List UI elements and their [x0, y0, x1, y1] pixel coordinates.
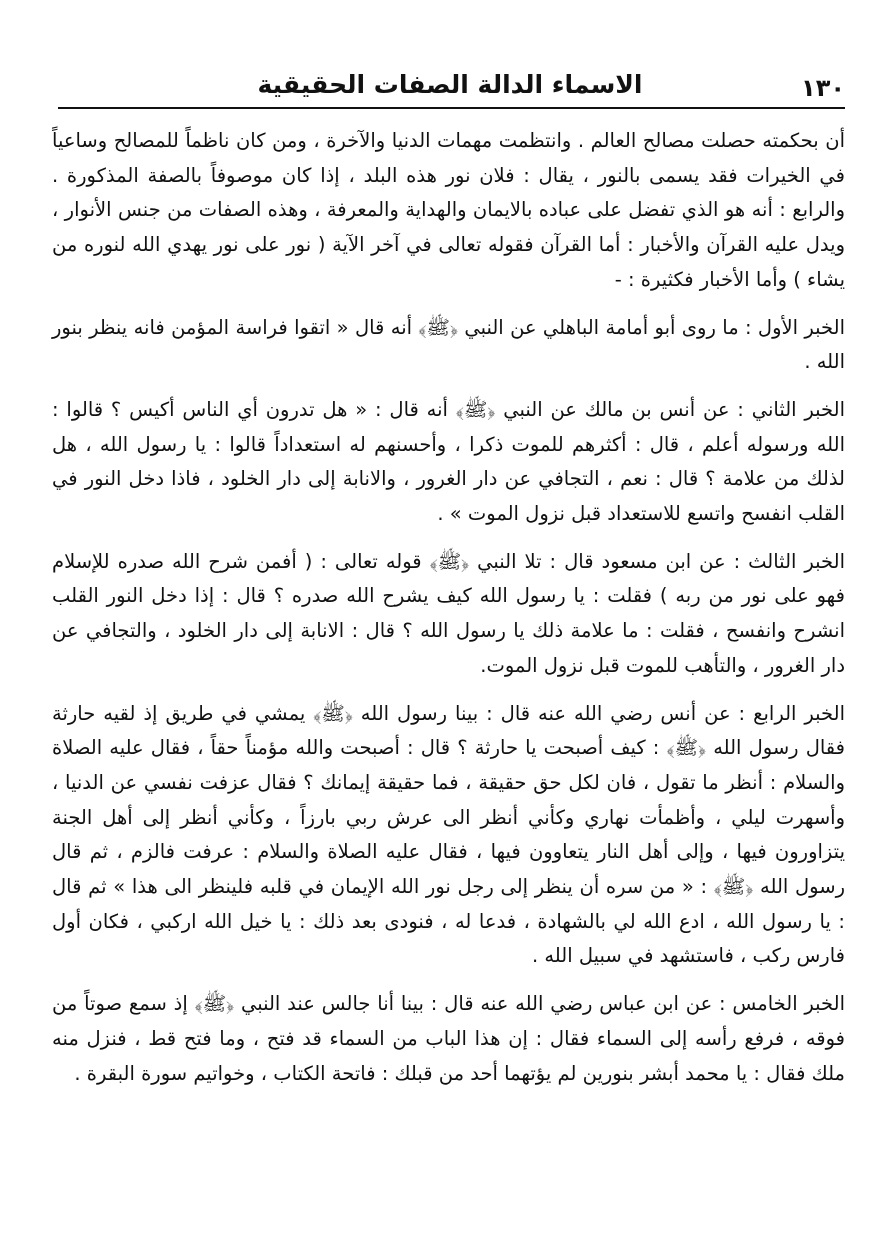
paragraph-first-hadith: الخبر الأول : ما روى أبو أمامة الباهلي عن النبي ﴿ﷺ﴾ أنه قال « اتقوا فراسة المؤمن فانه ينظر بنور الله . — [52, 315, 845, 374]
paragraph-fourth-hadith: الخبر الرابع : عن أنس رضي الله عنه قال : بينا رسول الله ﴿ﷺ﴾ يمشي في طريق إذ لقيه حارثة فقال رسول الله ﴿ﷺ﴾ : كيف أصبحت يا حارثة ؟ قال : أصبحت والله مؤمناً حقاً ، فقال عليه الصلاة والسلام : أنظر ما تقول ، فان لكل حق حقيقة ، فما حقيقة إيمانك ؟ فقال عزفت نفسي عن الدنيا ، وأسهرت ليلي ، وأظمأت نهاري وكأني أنظر الى عرش ربي بارزاً ، وكأني أنظر إلى أهل الجنة يتزاورون فيها ، وإلى أهل النار يتعاوون فيها ، فقال عليه الصلاة والسلام : عرفت فالزم ، ثم قال رسول الله ﴿ﷺ﴾ : « من سره أن ينظر إلى رجل نور الله الإيمان في قلبه فلينظر الى هذا » ثم قال : يا رسول الله ، ادع الله لي بالشهادة ، فدعا له ، فنودى بعد ذلك : يا خيل الله اركبي ، فكان أول فارس ركب ، فاستشهد في سبيل الله . — [52, 701, 845, 968]
paragraph-gap — [52, 298, 845, 311]
page-header — [55, 62, 845, 102]
paragraph-gap — [52, 684, 845, 697]
paragraph-second-hadith: الخبر الثاني : عن أنس بن مالك عن النبي ﴿ﷺ﴾ أنه قال : « هل تدرون أي الناس أكيس ؟ قالوا : الله ورسوله أعلم ، قال : أكثرهم للموت ذكرا ، وأحسنهم له استعداداً قالوا : يا رسول الله ، هل لذلك من علامة ؟ قال : نعم ، التجافي عن دار الغرور ، والانابة إلى دار الخلود ، فاذا دخل النور في القلب انفسح واتسع للاستعداد قبل نزول الموت » . — [52, 397, 845, 526]
running-title: الاسماء الدالة الصفات الحقيقية — [257, 70, 643, 99]
body-text — [52, 124, 845, 1091]
paragraph-intro: أن بحكمته حصلت مصالح العالم . وانتظمت مهمات الدنيا والآخرة ، ومن كان ناظماً للمصالح وساعياً في الخيرات فقد يسمى بالنور ، يقال : فلان نور هذه البلد ، إذا كان موصوفاً بالصفة المذكورة . والرابع : أنه هو الذي تفضل على عباده بالايمان والهداية والمعرفة ، وهذه الصفات من جنس الأنوار ، ويدل عليه القرآن والأخبار : أما القرآن فقوله تعالى في آخر الآية ( نور على نور يهدي الله لنوره من يشاء ) وأما الأخبار فكثيرة : - — [52, 129, 845, 291]
header-rule — [58, 107, 845, 109]
paragraph-gap — [52, 974, 845, 987]
paragraph-gap — [52, 532, 845, 545]
paragraph-fifth-hadith: الخبر الخامس : عن ابن عباس رضي الله عنه قال : بينا أنا جالس عند النبي ﴿ﷺ﴾ إذ سمع صوتاً من فوقه ، فرفع رأسه إلى السماء فقال : إن هذا الباب من السماء قد فتح ، وما فتح قط ، فنزل منه ملك فقال : يا محمد أبشر بنورين لم يؤتهما أحد من قبلك : فاتحة الكتاب ، وخواتيم سورة البقرة . — [52, 992, 845, 1085]
paragraph-gap — [52, 380, 845, 393]
page-number: ١٣٠ — [801, 74, 845, 102]
paragraph-third-hadith: الخبر الثالث : عن ابن مسعود قال : تلا النبي ﴿ﷺ﴾ قوله تعالى : ( أفمن شرح الله صدره للإسلام فهو على نور من ربه ) فقلت : يا رسول الله كيف يشرح الله صدره ؟ قال : إذا دخل النور القلب انشرح وانفسح ، فقلت : ما علامة ذلك يا رسول الله ؟ قال : الانابة إلى دار الخلود ، والتجافي عن دار الغرور ، والتأهب للموت قبل نزول الموت. — [52, 549, 845, 677]
